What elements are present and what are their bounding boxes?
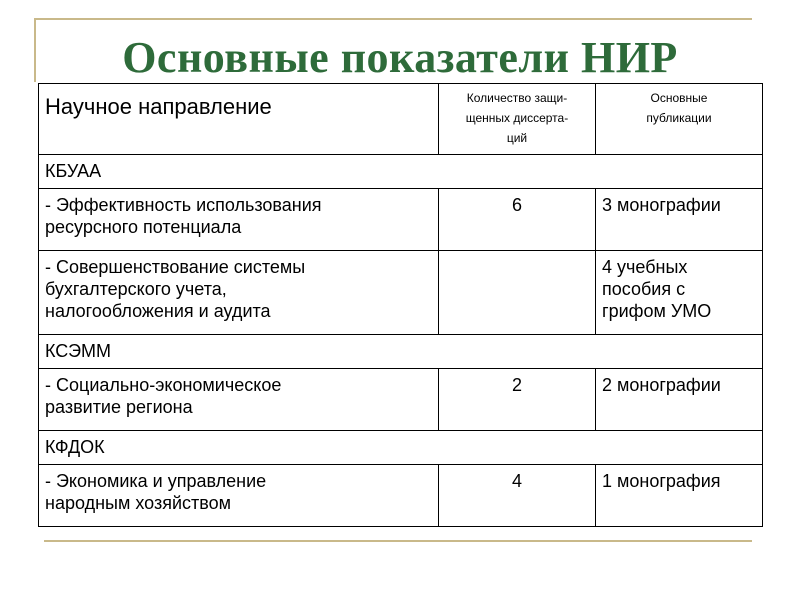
table-row — [39, 465, 763, 527]
section-row — [39, 155, 763, 189]
decorative-top-line — [34, 18, 752, 20]
direction-line: - Эффективность использования — [45, 195, 322, 215]
header-publications-line: Основные — [650, 91, 708, 105]
publications-cell — [596, 189, 763, 251]
header-dissertations-line: Количество защи- — [466, 91, 568, 105]
section-name: КФДОК — [39, 431, 763, 465]
publications-line: 3 монографии — [602, 195, 721, 215]
publications-cell — [596, 465, 763, 527]
dissertations-cell: 6 — [439, 189, 596, 251]
direction-cell — [39, 251, 439, 335]
direction-line: - Экономика и управление — [45, 471, 267, 491]
header-dissertations-line: щенных диссерта- — [465, 111, 569, 125]
decorative-bottom-line — [44, 540, 752, 542]
section-name: КБУАА — [39, 155, 763, 189]
dissertations-cell — [439, 251, 596, 335]
header-dissertations-line: ций — [506, 131, 528, 145]
section-name: КСЭММ — [39, 335, 763, 369]
research-indicators-table — [38, 83, 763, 527]
direction-cell — [39, 369, 439, 431]
header-publications — [596, 84, 763, 155]
header-direction: Научное направление — [39, 84, 439, 155]
direction-cell — [39, 189, 439, 251]
publications-line: 1 монография — [602, 471, 721, 491]
direction-cell — [39, 465, 439, 527]
direction-line: развитие региона — [45, 397, 193, 417]
publications-line: пособия с — [602, 279, 686, 299]
table-header-row — [39, 84, 763, 155]
direction-line: - Социально-экономическое — [45, 375, 282, 395]
slide-title: Основные показатели НИР — [122, 33, 678, 82]
direction-line: ресурсного потенциала — [45, 217, 242, 237]
publications-line: 4 учебных — [602, 257, 688, 277]
header-dissertations — [439, 84, 596, 155]
dissertations-cell: 2 — [439, 369, 596, 431]
table-row — [39, 369, 763, 431]
header-publications-line: публикации — [646, 111, 712, 125]
section-row — [39, 335, 763, 369]
direction-line: бухгалтерского учета, — [45, 279, 227, 299]
direction-line: налогообложения и аудита — [45, 301, 271, 321]
direction-line: народным хозяйством — [45, 493, 231, 513]
dissertations-cell: 4 — [439, 465, 596, 527]
publications-line: 2 монографии — [602, 375, 721, 395]
section-row — [39, 431, 763, 465]
publications-cell — [596, 369, 763, 431]
publications-cell — [596, 251, 763, 335]
table-row — [39, 251, 763, 335]
publications-line: грифом УМО — [602, 301, 712, 321]
table-row — [39, 189, 763, 251]
direction-line: - Совершенствование системы — [45, 257, 306, 277]
